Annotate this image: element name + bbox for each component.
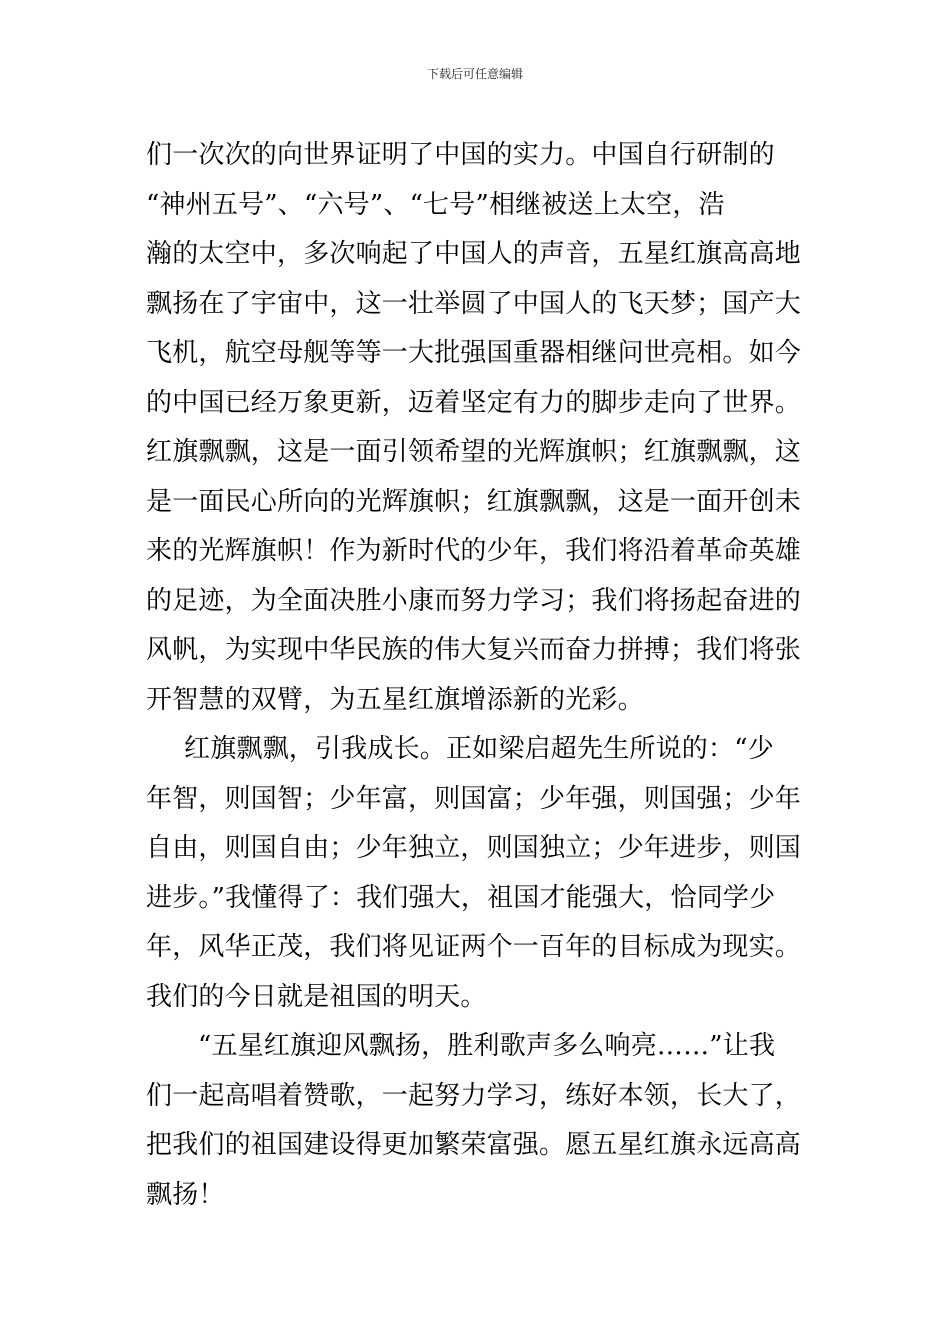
text-line: 飞机，航空母舰等等一大批强国重器相继问世亮相。如今 [146,338,802,368]
text-line: 的足迹，为全面决胜小康而努力学习；我们将扬起奋进的 [146,585,802,616]
text-line: 我们的今日就是祖国的明天。 [146,981,487,1012]
page-header-note: 下载后可任意编辑 [426,67,523,81]
text-line: 瀚的太空中，多次响起了中国人的声音，五星红旗高高地 [146,239,802,269]
text-line: 来的光辉旗帜！作为新时代的少年，我们将沿着革命英雄 [146,536,802,566]
text-line: 年智，则国智；少年富，则国富；少年强，则国强；少年 [146,783,802,814]
text-line: 把我们的祖国建设得更加繁荣富强。愿五星红旗永远高高 [146,1130,802,1160]
text-line: 飘扬在了宇宙中，这一壮举圆了中国人的飞天梦；国产大 [146,288,802,319]
text-line: 进步。”我懂得了：我们强大，祖国才能强大，恰同学少 [146,882,776,913]
text-line: 飘扬！ [146,1179,225,1210]
paragraph-first-line: 红旗飘飘，引我成长。正如梁启超先生所说的：“少 [184,734,774,764]
paragraph-first-line: “五星红旗迎风飘扬，胜利歌声多么响亮……”让我 [198,1031,776,1061]
text-line: 开智慧的双臂，为五星红旗增添新的光彩。 [146,684,644,715]
text-line: “神州五号”、“六号”、“七号”相继被送上太空，浩 [146,189,725,220]
text-line: 的中国已经万象更新，迈着坚定有力的脚步走向了世界。 [146,387,802,418]
document-body [146,131,802,1220]
text-line: 自由，则国自由；少年独立，则国独立；少年进步，则国 [146,833,802,863]
text-line: 风帆，为实现中华民族的伟大复兴而奋力拼搏；我们将张 [146,635,802,665]
text-line: 年，风华正茂，我们将见证两个一百年的目标成为现实。 [146,932,802,962]
text-line: 们一起高唱着赞歌，一起努力学习，练好本领，长大了， [146,1080,802,1111]
text-line: 红旗飘飘，这是一面引领希望的光辉旗帜；红旗飘飘，这 [146,437,802,467]
text-line: 们一次次的向世界证明了中国的实力。中国自行研制的 [146,140,775,170]
text-line: 是一面民心所向的光辉旗帜；红旗飘飘，这是一面开创未 [146,486,802,517]
